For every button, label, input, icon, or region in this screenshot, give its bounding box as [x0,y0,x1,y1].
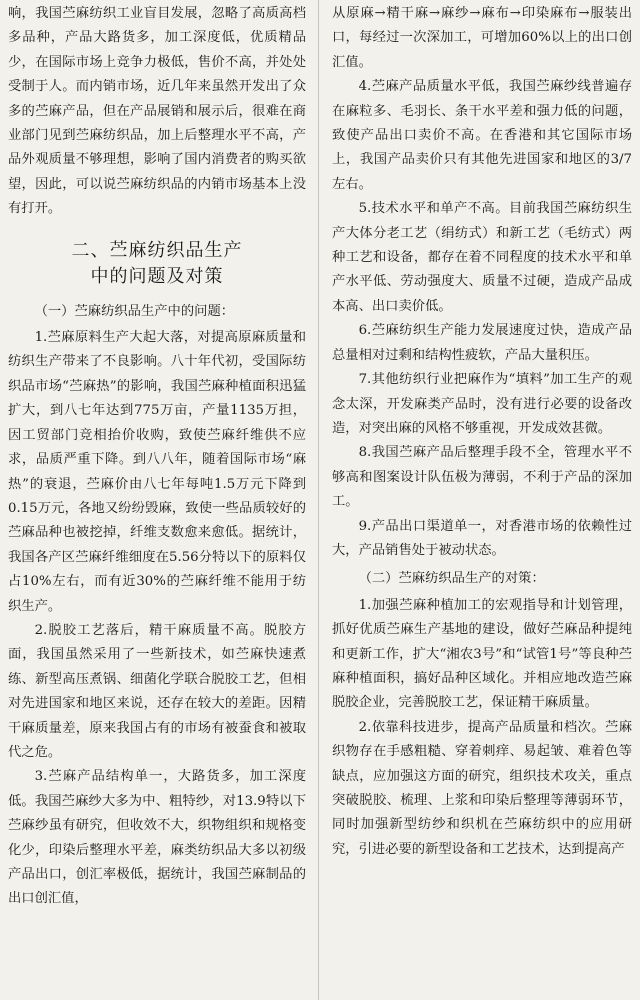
section-title-line2: 中的问题及对策 [90,265,224,287]
left-column [8,2,306,912]
problem-4: 4.苎麻产品质量水平低，我国苎麻纱线普遍存在麻粒多、毛羽长、条干水平差和强力低的问题，致使产品出口卖价不高。在香港和其它国际市场上，我国产品卖价只有其他先进国家和地区的3/7左右。 [332,79,632,192]
problem-6: 6.苎麻纺织生产能力发展速度过快，造成产品总量相对过剩和结构性疲软，产品大量积压。 [332,323,632,363]
section-title-line1: 二、苎麻纺织品生产 [71,239,243,261]
subhead-problems: （一）苎麻纺织品生产中的问题： [34,303,235,319]
right-column [332,2,632,862]
column-divider [318,0,319,1000]
problem-9: 9.产品出口渠道单一，对香港市场的依赖性过大，产品销售处于被动状态。 [332,518,632,558]
measure-1: 1.加强苎麻种植加工的宏观指导和计划管理，抓好优质苎麻生产基地的建设，做好苎麻品种提纯和更新工作，扩大“湘农3号”和“试管1号”等良种苎麻种植面积，搞好品种区域化。并相应地改造苎麻脱胶企业，完善脱胶工艺，保证精干麻质量。 [332,597,632,711]
problem-3: 3.苎麻产品结构单一，大路货多，加工深度低。我国苎麻纱大多为中、粗特纱，对13.9特以下苎麻纱虽有研究，但收效不大，织物组织和规格变化少，印染后整理水平差，麻类纺织品大多以初级产品出口，创汇率极低，据统计，我国苎麻制品的出口创汇值， [8,769,306,907]
section-title [8,238,306,290]
problem-2: 2.脱胶工艺落后，精干麻质量不高。脱胶方面，我国虽然采用了一些新技术，如苎麻快速煮练、新型高压煮锅、细菌化学联合脱胶工艺，但相对先进国家和地区来说，还存在较大的差距。因精干麻质量差，原来我国占有的市场有被蚕食和被取代之危。 [8,622,306,760]
intro-paragraph: 响，我国苎麻纺织工业盲目发展，忽略了高质高档多品种，产品大路货多，加工深度低，优质精品少，在国际市场上竞争力极低，售价不高，并处处受制于人。而内销市场，近几年来虽然开发出了众多的苎麻产品，但在产品展销和展示后，很难在商业部门见到苎麻纺织品，加上后整理水平不高，产品外观质量不够理想，影响了国内消费者的购买欲望，因此，可以说苎麻纺织品的内销市场基本上没有打开。 [8,6,306,217]
problem-3-continuation: 从原麻→精干麻→麻纱→麻布→印染麻布→服装出口，每经过一次深加工，可增加60%以上的出口创汇值。 [332,6,632,70]
problem-5: 5.技术水平和单产不高。目前我国苎麻纺织生产大体分老工艺（绢纺式）和新工艺（毛纺式）两种工艺和设备，都存在着不同程度的技术水平和单产水平低、劳动强度大、质量不过硬，造成产品成本高、出口卖价低。 [332,201,632,314]
problem-7: 7.其他纺织行业把麻作为“填料”加工生产的观念太深，开发麻类产品时，没有进行必要的设备改造，对突出麻的风格不够重视，开发成效甚微。 [332,372,632,436]
problem-1: 1.苎麻原料生产大起大落，对提高原麻质量和纺织生产带来了不良影响。八十年代初，受国际纺织品市场“苎麻热”的影响，我国苎麻种植面积迅猛扩大，到八七年达到775万亩，产量1135万担，因工贸部门竞相抬价收购，致使苎麻纤维供不应求，品质严重下降。到八八年，随着国际市场“麻热”的衰退，苎麻价由八七年每吨1.5万元下降到0.15万元，各地又纷纷毁麻，致使一些品质较好的苎麻品种也被挖掉，纤维支数愈来愈低。据统计，我国各产区苎麻纤维细度在5.56分特以下的原料仅占10%左右，而有近30%的苎麻纤维不能用于纺织生产。 [8,330,306,614]
subhead-measures: （二）苎麻纺织品生产的对策： [358,571,545,587]
problem-8: 8.我国苎麻产品后整理手段不全，管理水平不够高和图案设计队伍极为薄弱，不利于产品的深加工。 [332,445,632,510]
measure-2: 2.依靠科技进步，提高产品质量和档次。苎麻织物存在手感粗糙、穿着刺痒、易起皱、难着色等缺点，应加强这方面的研究，组织技术攻关，重点突破脱胶、梳理、上浆和印染后整理等薄弱环节，同时加强新型纺纱和织机在苎麻纺织中的应用研究，引进必要的新型设备和工艺技术，达到提高产 [332,719,632,857]
